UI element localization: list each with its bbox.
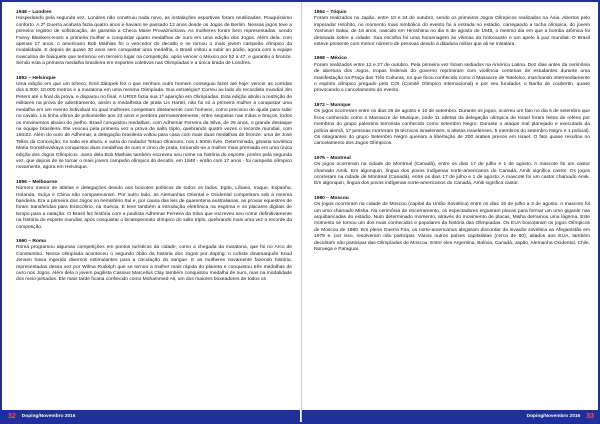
page-number: 32 xyxy=(8,412,16,420)
section-paragraph: Número menor de atletas e delegações devido aos boicotes políticos de todos os lados. Egito, Líbano, Iraque, Espanha, Holanda, Suíça e China não compareceram. Por outro lado, as Alemanhas Oriental e Ocidental competiram sob a mesma bandeira. Era a primeira dos Jogos no hemisfério Sul e, por causa das leis de quarentena australianas, as provas equestres de foram transferidas para Estocolmo, na Suécia. E teve também a introdução eletrônica na esgrima e os placares digitais de tempo para a natação. O Brasil fez história com a paulista Adhemar Ferreira da Silva que escreveu seu nome definitivamente na história do esporte mundial, após conquistar o bicampeonato olímpico do salto triplo, quebrando mais uma vez o recorde da competição. xyxy=(16,186,292,230)
section-paragraph: Foram realizados entre 12 e 27 de outubro. Pela primeira vez foram sediados na América Latina. Dez dias antes da cerimônia de abertura dos Jogos, tropas federais do governo reprimiram com violência centenas de estudantes durante uma manifestação na Praça das Três Culturas, no que ficou conhecido como o Massacre de Tatelolco, marchando intermediamente o espírito olímpico pregado pelo COI (Comitê Olímpico Internacional) e por seu fundador, o Barão de coubertin, quase provocando o cancelamento do evento. xyxy=(314,62,590,94)
section-1952-helsinque xyxy=(16,76,292,172)
section-heading: 1972 – Munique xyxy=(314,102,351,108)
section-paragraph: Os jogos ocorreram entre os dias 26 de agosto e 10 de setembro. Durante os jogos, ocorreu um fato no dia 5 de setembro que ficou conhecido como o Massacre de Munique, onde 11 atletas da delegação olímpica de Israel foram feitos de reféns por membros do grupo palestino terrorista conhecido como setembro Negro. Durante o ataque mal planejado e executado da polícia alemã, 17 pessoas morreram (6 técnicos israelenses, 5 atletas israelenses, 5 membros do setembro Negro e 1 policial). Os integrantes do grupo Setembro Negro queriam a libertação de 200 árabes presos em Israel. O fato quase resultou no cancelamento dos Jogos Olímpicos. xyxy=(314,109,590,147)
section-heading: 1968 – México xyxy=(314,56,347,62)
section-heading: 1980 – Moscou xyxy=(314,195,349,201)
right-page xyxy=(302,2,600,422)
section-paragraph: Os jogos ocorreram na cidade de Montreal (Canadá), entre os dias 17 de julho e 1 de agosto. A mascote foi um castor chamado Amik. Em algonquin, língua dos povos indígenas norte-americanos do Canadá, Amik significa castor. Os jogos ocorreram na cidade de Montreal (Canadá), entre os dias 17 de julho e 1 de agosto. A mascote foi um castor chamado Amik. Em algonquin, língua dos povos indígenas norte-americanos do Canadá, Amik significa castor. xyxy=(314,162,590,187)
section-1968-mexico xyxy=(314,56,590,94)
section-1972-munique xyxy=(314,103,590,148)
section-heading: 1960 – Roma xyxy=(16,239,46,244)
section-1948-londres xyxy=(16,10,292,68)
section-1980-moscou xyxy=(314,196,590,254)
section-heading: 1956 – Melbourne xyxy=(16,179,58,185)
page-number: 33 xyxy=(586,412,594,420)
section-1976-montreal xyxy=(314,156,590,188)
section-heading: 1964 – Tóquio xyxy=(314,10,347,15)
section-paragraph: Hospedando pela segunda vez, Londres não construiu nada novo, as instalações esportivas foram reutilizadas. Pouquíssimo conforto. A 2ª Guerra acabara fazia quatro anos e haviam se passado 12 anos desde os Jogos de Berlim. Nessas jogos teve a primeira registro de sofisticação, de garantia a Checa Marie Provaznickova. As mulheres foram bem representadas, sendo Fanny Blankers-Koen a primeira mulher a conquistar quatro medalhas de ouro em uma edição dos Jogos. Além dela, com apenas 17 anos, o americano Bob Mathias foi o vencedor do decatlo e se tornou o mais jovem campeão olímpico da modalidade. E depois de quase 30 anos sem conquistar uma medalha, o Brasil voltou a subir ao pódio, agora com a equipe masculina de basquete que terminou em terceiro lugar na competição, após vencer o México por 52 a 47, e garantiu o bronze. Sendo esta a primeira medalha brasileira em esportes coletivos nas Olimpíadas e a única tirada de Londres. xyxy=(16,16,292,67)
section-1956-melbourne xyxy=(16,180,292,231)
left-page xyxy=(2,2,300,422)
section-paragraph: Roma programou algumas competições em pontos turísticos da cidade, como a chegada da maratona, que foi no Arco de Constantino. Nessa olimpíada aconteceu o segundo óbito da história dos Jogos por doping: o ciclista dinamarquês Knud Jensen havia ingerido diversos estimulantes para a circulação do sangue. E as mulheres novamente fazendo história, representadas dessa vez por Wilma Rudolph que se tornou a mulher mais rápida do planeta e conquistou três medalhas de ouro nos Jogos. Além dela o jovem pugilista Cassius Marcellus Clay também conquistou medalha de ouro, mas na modalidade dos meio-pesados. Ele mais tarde ficaria conhecido como Mohammed Ali, um dos maiores boxeadores de todos os xyxy=(16,245,292,283)
section-heading: 1952 – Helsinque xyxy=(16,75,56,81)
section-paragraph: Os jogos ocorreram na cidade de Moscou (capital da União Soviética) entre os dias 19 de julho a 3 de agosto. A mascote foi um urso chamado Misha. Na cerimônia de encerramento, os espectadores ergueram placas para formar um urso gigante nas arquibancadas do estádio. Num determinado momento, através do movimento de placas, Misha derramou uma lágrima. Este momento se tornou um dos mais conhecidos e populares da história das Olimpíadas. Os EUA boicotaram os jogos Olímpicos de Moscou de 1980. Em plena Guerra Fria, os norte-americanos alegaram discordar da invasão soviética ao Afeganistão em 1979 e, por isso, resolveram não participar. Vários outros países capitalistas (cerca de 60), aliados aos EUA, também decidiram não participar das Olimpíadas de Moscou. Entre eles Argentina, Bolívia, Canadá, Japão, Alemanha Ocidental, Chile, Noruega e Paraguai. xyxy=(314,202,590,252)
section-paragraph: Foram realizados no Japão, entre 10 e 24 de outubro, sendo os primeiros Jogos Olímpicos realizados na Ásia. Abertos pelo imperador Hirohito, no momento mais simbólico do evento foi a entrada no estádio, carregando a tocha olímpica, do jovem Yoshinori Sakai, de 19 anos, nascido em Hiroshima no dia 6 de agosto de 1945, o mesmo dia em que a bomba atômica foi detonada sobre a cidade. Sua escolha foi uma homenagem às vítimas do holocausto e um apelo à paz mundial. O Brasil esteve presente com menor número de pessoas devido à ditadura militar que ali se instalara. xyxy=(314,16,590,48)
footer-title: Doping/Novembro 2016 xyxy=(21,413,76,419)
footer-title: Doping/Novembro 2016 xyxy=(526,413,581,419)
section-heading: 1976 – Montreal xyxy=(314,155,351,161)
page-footer xyxy=(302,410,600,422)
section-1964-toquio xyxy=(314,10,590,48)
page-footer xyxy=(2,410,300,422)
section-paragraph: Uma edição em que um tcheco, Emil Zátopek fez o que nenhum outro homem conseguiu fazer até hoje: vencer as corridas dos 5.000, 10.000 metros e a maratona em uma mesma Olimpíada. Sua estratégia? Correu ao lado do recordista mundial Jim Peters até o final da prova, e disparou no final. A URSS fazia sua 1ª aparição em Olimpíadas. Esta edição aboliu a restrição de militares na prova de adestramento, assim a medalhista de prata Lis Hartel, não foi só a primeira mulher a conquistar uma medalha em um evento individual no qual mulheres competiam diretamente com homens, como precisou de ajuda para subir no cavalo. Lis tinha vítima de poliomielite aos 23 anos e perdera permanentemente, entre seqüelas nas mãos e braços, todos os movimentos abaixo do joelho. Brasil conquistou medalhas, com Adhemar Ferreira da Silva, de 25 anos, o grande destaque na equipe brasileira. Ele venceu pela primeira vez a prova de salto triplo, quebrando quatro vezes o recorde mundial, com 16m22. Além do ouro de Adhemar, a delegação brasileira voltou para casa com mais duas medalhas de bronze: uma de José Telles da Conceição, no salto em altura, e outra do nadador Tetsuo Okamoto, nos 1.500m livre. Determinada, ginasta soviética Maria Gorokhovskaya conquistou duas medalhas de ouro e cinco de prata, tornando-se a mulher mais premiada em uma única edição dos Jogos Olímpicos. Junto dela Bob Mathias também escreveu seu nome na história do esporte, porém pela segunda vez, que depois de se tornar o mais jovem campeão olímpico do decatlo, em 1948 - então com 17 anos - foi campeão olímpico novamente, agora em Helsinque. xyxy=(16,82,292,171)
section-heading: 1948 – Londres xyxy=(16,10,52,15)
section-1960-roma xyxy=(16,239,292,284)
